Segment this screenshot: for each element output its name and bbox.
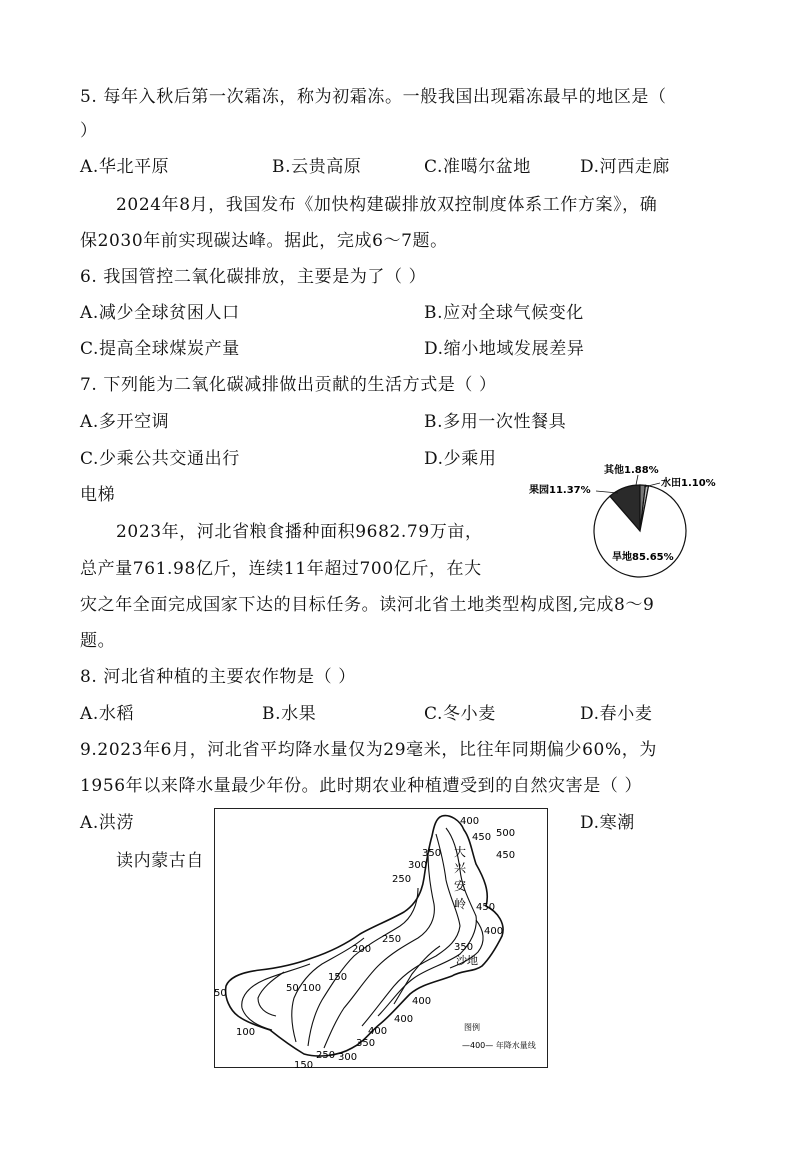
iso-label: 400 xyxy=(460,816,480,827)
iso-label: 150 xyxy=(294,1060,314,1070)
inner-mongolia-precipitation-map xyxy=(214,808,550,1070)
q7-stem: 7. 下列能为二氧化碳减排做出贡献的生活方式是（ ） xyxy=(80,375,497,395)
q7-option-d-cont: 电梯 xyxy=(80,485,116,505)
q5-stem-end: ） xyxy=(80,121,98,141)
mountain-label-3: 安 xyxy=(454,879,467,893)
iso-label: 350 xyxy=(356,1038,376,1049)
iso-label: 450 xyxy=(472,832,492,843)
pie-label-orchard: 果园11.37% xyxy=(529,485,591,496)
q8-stem: 8. 河北省种植的主要农作物是（ ） xyxy=(80,667,356,687)
q5-option-a: A.华北平原 xyxy=(80,157,170,177)
q9-stem-line2: 1956年以来降水量最少年份。此时期农业种植遭受到的自然灾害是（ ） xyxy=(80,776,643,796)
q6-option-b: B.应对全球气候变化 xyxy=(424,303,584,323)
pie-slices xyxy=(594,485,686,577)
iso-label: 400 xyxy=(484,926,504,937)
q5-option-b: B.云贵高原 xyxy=(272,157,362,177)
q5-option-c: C.准噶尔盆地 xyxy=(424,157,532,177)
iso-label: 450 xyxy=(496,850,516,861)
q6-option-c: C.提高全球煤炭产量 xyxy=(80,339,240,359)
iso-label: 300 xyxy=(408,860,428,871)
pie-label-other: 其他1.88% xyxy=(604,465,659,476)
intro-6-7-line1: 2024年8月，我国发布《加快构建碳排放双控制度体系工作方案》，确 xyxy=(116,195,658,215)
q8-option-a: A.水稻 xyxy=(80,704,135,724)
iso-label: 400 xyxy=(412,996,432,1007)
q5-option-d: D.河西走廊 xyxy=(580,157,671,177)
iso-label: 400 xyxy=(368,1026,388,1037)
iso-label: 100 xyxy=(302,983,322,994)
iso-label: 350 xyxy=(422,848,442,859)
legend-title: 图例 xyxy=(464,1023,480,1032)
q7-option-b: B.多用一次性餐具 xyxy=(424,412,567,432)
q7-option-a: A.多开空调 xyxy=(80,412,170,432)
iso-label: 250 xyxy=(392,874,412,885)
mountain-label-1: 大 xyxy=(454,845,467,859)
iso-label: 100 xyxy=(236,1027,256,1038)
intro-8-9-line1: 2023年，河北省粮食播种面积9682.79万亩， xyxy=(116,522,483,542)
iso-label: 500 xyxy=(496,828,516,839)
q8-option-c: C.冬小麦 xyxy=(424,704,496,724)
q8-option-b: B.水果 xyxy=(262,704,317,724)
q7-option-d: D.少乘用 xyxy=(424,449,497,469)
q9-option-a: A.洪涝 xyxy=(80,813,135,833)
iso-label: 250 xyxy=(382,934,402,945)
leader-other xyxy=(636,475,638,485)
iso-label: 250 xyxy=(316,1050,336,1061)
legend-item: —400— 年降水量线 xyxy=(462,1041,536,1050)
iso-label: 50 xyxy=(286,983,299,994)
q6-option-d: D.缩小地域发展差异 xyxy=(424,339,585,359)
iso-label: 350 xyxy=(454,942,474,953)
mountain-label-2: 兴 xyxy=(454,861,467,875)
intro-8-9-line2: 总产量761.98亿斤，连续11年超过700亿斤，在大 xyxy=(80,559,482,579)
q6-option-a: A.减少全球贫困人口 xyxy=(80,303,240,323)
iso-label: 450 xyxy=(476,902,496,913)
q9-stem-line1: 9.2023年6月，河北省平均降水量仅为29毫米，比往年同期偏少60%，为 xyxy=(80,740,657,760)
q6-stem: 6. 我国管控二氧化碳排放，主要是为了（ ） xyxy=(80,267,427,287)
q7-option-c: C.少乘公共交通出行 xyxy=(80,449,240,469)
iso-label: 50 xyxy=(214,988,227,999)
iso-label: 300 xyxy=(338,1052,358,1063)
intro-8-9-line3: 灾之年全面完成国家下达的目标任务。读河北省土地类型构成图,完成8～9 xyxy=(80,595,655,615)
land-type-pie-chart xyxy=(520,455,725,585)
mountain-label-4: 岭 xyxy=(454,897,467,911)
q8-option-d: D.春小麦 xyxy=(580,704,653,724)
sand-label: 沙地 xyxy=(456,954,478,967)
q9-option-d: D.寒潮 xyxy=(580,813,635,833)
iso-label: 400 xyxy=(394,1014,414,1025)
q5-stem: 5. 每年入秋后第一次霜冻，称为初霜冻。一般我国出现霜冻最早的地区是（ xyxy=(80,87,667,107)
intro-6-7-line2: 保2030年前实现碳达峰。据此，完成6～7题。 xyxy=(80,231,448,251)
iso-label: 200 xyxy=(352,944,372,955)
map-intro: 读内蒙古自 xyxy=(116,851,204,871)
iso-label: 150 xyxy=(328,972,348,983)
intro-8-9-line4: 题。 xyxy=(80,631,116,651)
pie-label-dry: 旱地85.65% xyxy=(612,552,674,563)
pie-label-paddy: 水田1.10% xyxy=(661,478,716,489)
